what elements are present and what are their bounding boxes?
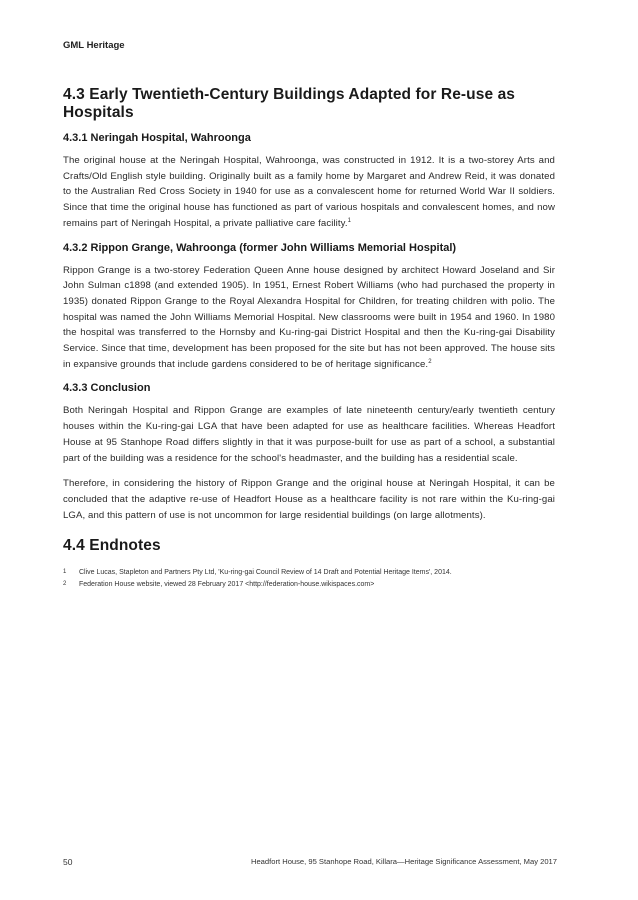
page-content <box>63 86 555 590</box>
subsection-heading-neringah: 4.3.1 Neringah Hospital, Wahroonga <box>63 132 251 144</box>
endnote-text: Clive Lucas, Stapleton and Partners Pty Ltd, 'Ku-ring-gai Council Review of 14 Draft and Potential Heritage Items', 2014. <box>79 569 452 577</box>
header-brand: GML Heritage <box>63 40 125 51</box>
paragraph-neringah: The original house at the Neringah Hospital, Wahroonga, was constructed in 1912. It is a two-storey Arts and Crafts/Old English style building. Originally built as a family home by Margaret and Andrew Reid, it was donated to the Australian Red Cross Society in 1940 for use as a convalescent home for returned World War II soldiers. Since that time the original house has functioned as part of various hospitals and convalescent homes, and now remains part of Neringah Hospital, a private palliative care facility.$^1$ <box>63 155 555 229</box>
footer-document-title: Headfort House, 95 Stanhope Road, Killara—Heritage Significance Assessment, May 2017 <box>250 857 557 866</box>
endnote-number: 2 <box>63 580 67 587</box>
page-footer <box>63 857 557 867</box>
endnotes-list <box>63 567 555 590</box>
endnote-number: 1 <box>63 569 67 576</box>
endnote-item <box>63 579 555 591</box>
footnote-ref-1[interactable]: 1 <box>347 217 352 224</box>
footnote-ref-2[interactable]: 2 <box>428 358 432 365</box>
paragraph-conclusion-1: Both Neringah Hospital and Rippon Grange are examples of late nineteenth century/early twentieth century houses within the Ku-ring-gai LGA that have been adapted for use as healthcare facilities. Whereas Headfort House at 95 Stanhope Road differs slightly in that it was purpose-built for use as part of a school, a substantial part of the building was a residence for the school's headmaster, and the building has a residential scale. <box>63 405 555 464</box>
subsection-heading-rippon-grange: 4.3.2 Rippon Grange, Wahroonga (former John Williams Memorial Hospital) <box>63 241 457 254</box>
paragraph-conclusion-2: Therefore, in considering the history of Rippon Grange and the original house at Neringah Hospital, it can be concluded that the adaptive re-use of Headfort House as a healthcare facility is not rare within the Ku-ring-gai LGA, and this pattern of use is not uncommon for large residential buildings (on large allotments). <box>63 478 555 521</box>
subsection-heading-conclusion: 4.3.3 Conclusion <box>63 382 151 395</box>
page-number: 50 <box>63 857 73 867</box>
endnote-text[interactable]: Federation House website, viewed 28 February 2017 <http://federation-house.wikispaces.com> <box>79 580 375 588</box>
endnote-item <box>63 567 555 579</box>
paragraph-rippon-grange: Rippon Grange is a two-storey Federation Queen Anne house designed by architect Howard Joseland and Sir John Sulman c1898 (and extended 1905). In 1951, Ernest Robert Williams (who had purchased the property in 1935) donated Rippon Grange to the Royal Alexandra Hospital for Children, for treating children with polio. The hospital was named the John Williams Memorial Hospital. New classrooms were built in 1954 and 1960. In 1980 the hospital was transferred to the Hornsby and Ku-ring-gai District Hospital and then the Ku-ring-gai Disability Service. Since that time, development has been proposed for the site but has not been approved. The house sits in expansive grounds that include gardens considered to be of heritage significance.$^2$ <box>63 264 555 370</box>
endnotes-heading: 4.4 Endnotes <box>63 537 161 555</box>
section-heading: 4.3 Early Twentieth-Century Buildings Adapted for Re-use as Hospitals <box>63 86 516 121</box>
